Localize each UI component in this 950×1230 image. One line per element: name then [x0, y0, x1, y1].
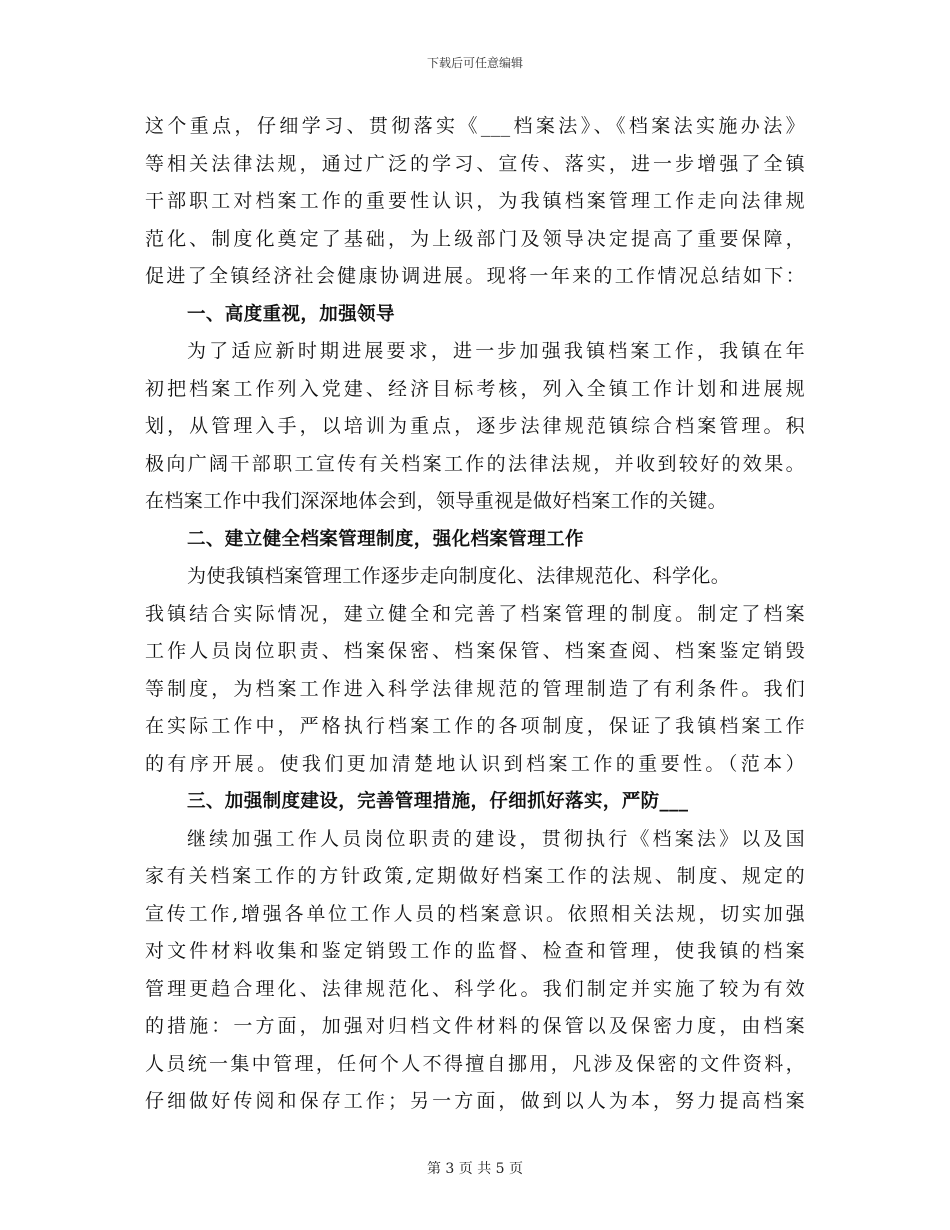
- body-line: 的有序开展。使我们更加清楚地认识到档案工作的重要性。（范本）: [145, 752, 805, 775]
- body-line: 管理更趋合理化、法律规范化、科学化。我们制定并实施了较为有效: [145, 977, 805, 1000]
- section-heading-3: 三、加强制度建设，完善管理措施，仔细抓好落实，严防___: [187, 791, 689, 812]
- body-line: 促进了全镇经济社会健康协调进展。现将一年来的工作情况总结如下：: [145, 265, 805, 287]
- body-line: 我镇结合实际情况，建立健全和完善了档案管理的制度。制定了档案: [145, 602, 805, 625]
- body-line: 为使我镇档案管理工作逐步走向制度化、法律规范化、科学化。: [187, 565, 731, 587]
- section-heading-1: 一、高度重视，加强领导: [187, 303, 395, 325]
- body-line: 对文件材料收集和鉴定销毁工作的监督、检查和管理，使我镇的档案: [145, 940, 805, 962]
- body-line: 等相关法律法规，通过广泛的学习、宣传、落实，进一步增强了全镇: [145, 152, 805, 175]
- document-body: [145, 108, 805, 1121]
- body-line: 范化、制度化奠定了基础，为上级部门及领导决定提高了重要保障，: [145, 227, 805, 250]
- body-line: 为了适应新时期进展要求，进一步加强我镇档案工作，我镇在年: [187, 340, 805, 362]
- section-heading-2: 二、建立健全档案管理制度，强化档案管理工作: [187, 528, 584, 550]
- page-footer: 第 3 页 共 5 页: [426, 1161, 524, 1177]
- body-line: 划，从管理入手，以培训为重点，逐步法律规范镇综合档案管理。积: [145, 415, 805, 437]
- body-line: 这个重点，仔细学习、贯彻落实《___档案法》、《档案法实施办法》: [145, 115, 805, 137]
- page-header: 下载后可任意编辑: [426, 56, 523, 70]
- body-line: 家有关档案工作的方针政策,定期做好档案工作的法规、制度、规定的: [145, 865, 805, 887]
- body-line: 在实际工作中，严格执行档案工作的各项制度，保证了我镇档案工作: [145, 715, 805, 737]
- body-line: 初把档案工作列入党建、经济目标考核，列入全镇工作计划和进展规: [145, 377, 805, 400]
- body-line: 人员统一集中管理，任何个人不得擅自挪用，凡涉及保密的文件资料，: [145, 1052, 805, 1075]
- body-line: 干部职工对档案工作的重要性认识，为我镇档案管理工作走向法律规: [145, 190, 805, 212]
- body-line: 极向广阔干部职工宣传有关档案工作的法律法规，并收到较好的效果。: [145, 452, 805, 475]
- body-line: 在档案工作中我们深深地体会到，领导重视是做好档案工作的关键。: [145, 490, 728, 512]
- body-line: 仔细做好传阅和保存工作；另一方面，做到以人为本，努力提高档案: [145, 1090, 805, 1112]
- body-line: 宣传工作,增强各单位工作人员的档案意识。依照相关法规，切实加强: [145, 902, 805, 925]
- body-line: 继续加强工作人员岗位职责的建设，贯彻执行《档案法》以及国: [187, 827, 805, 850]
- body-line: 等制度，为档案工作进入科学法律规范的管理制造了有利条件。我们: [145, 677, 805, 700]
- body-line: 的措施：一方面，加强对归档文件材料的保管以及保密力度，由档案: [145, 1015, 805, 1037]
- body-line: 工作人员岗位职责、档案保密、档案保管、档案查阅、档案鉴定销毁: [145, 640, 805, 662]
